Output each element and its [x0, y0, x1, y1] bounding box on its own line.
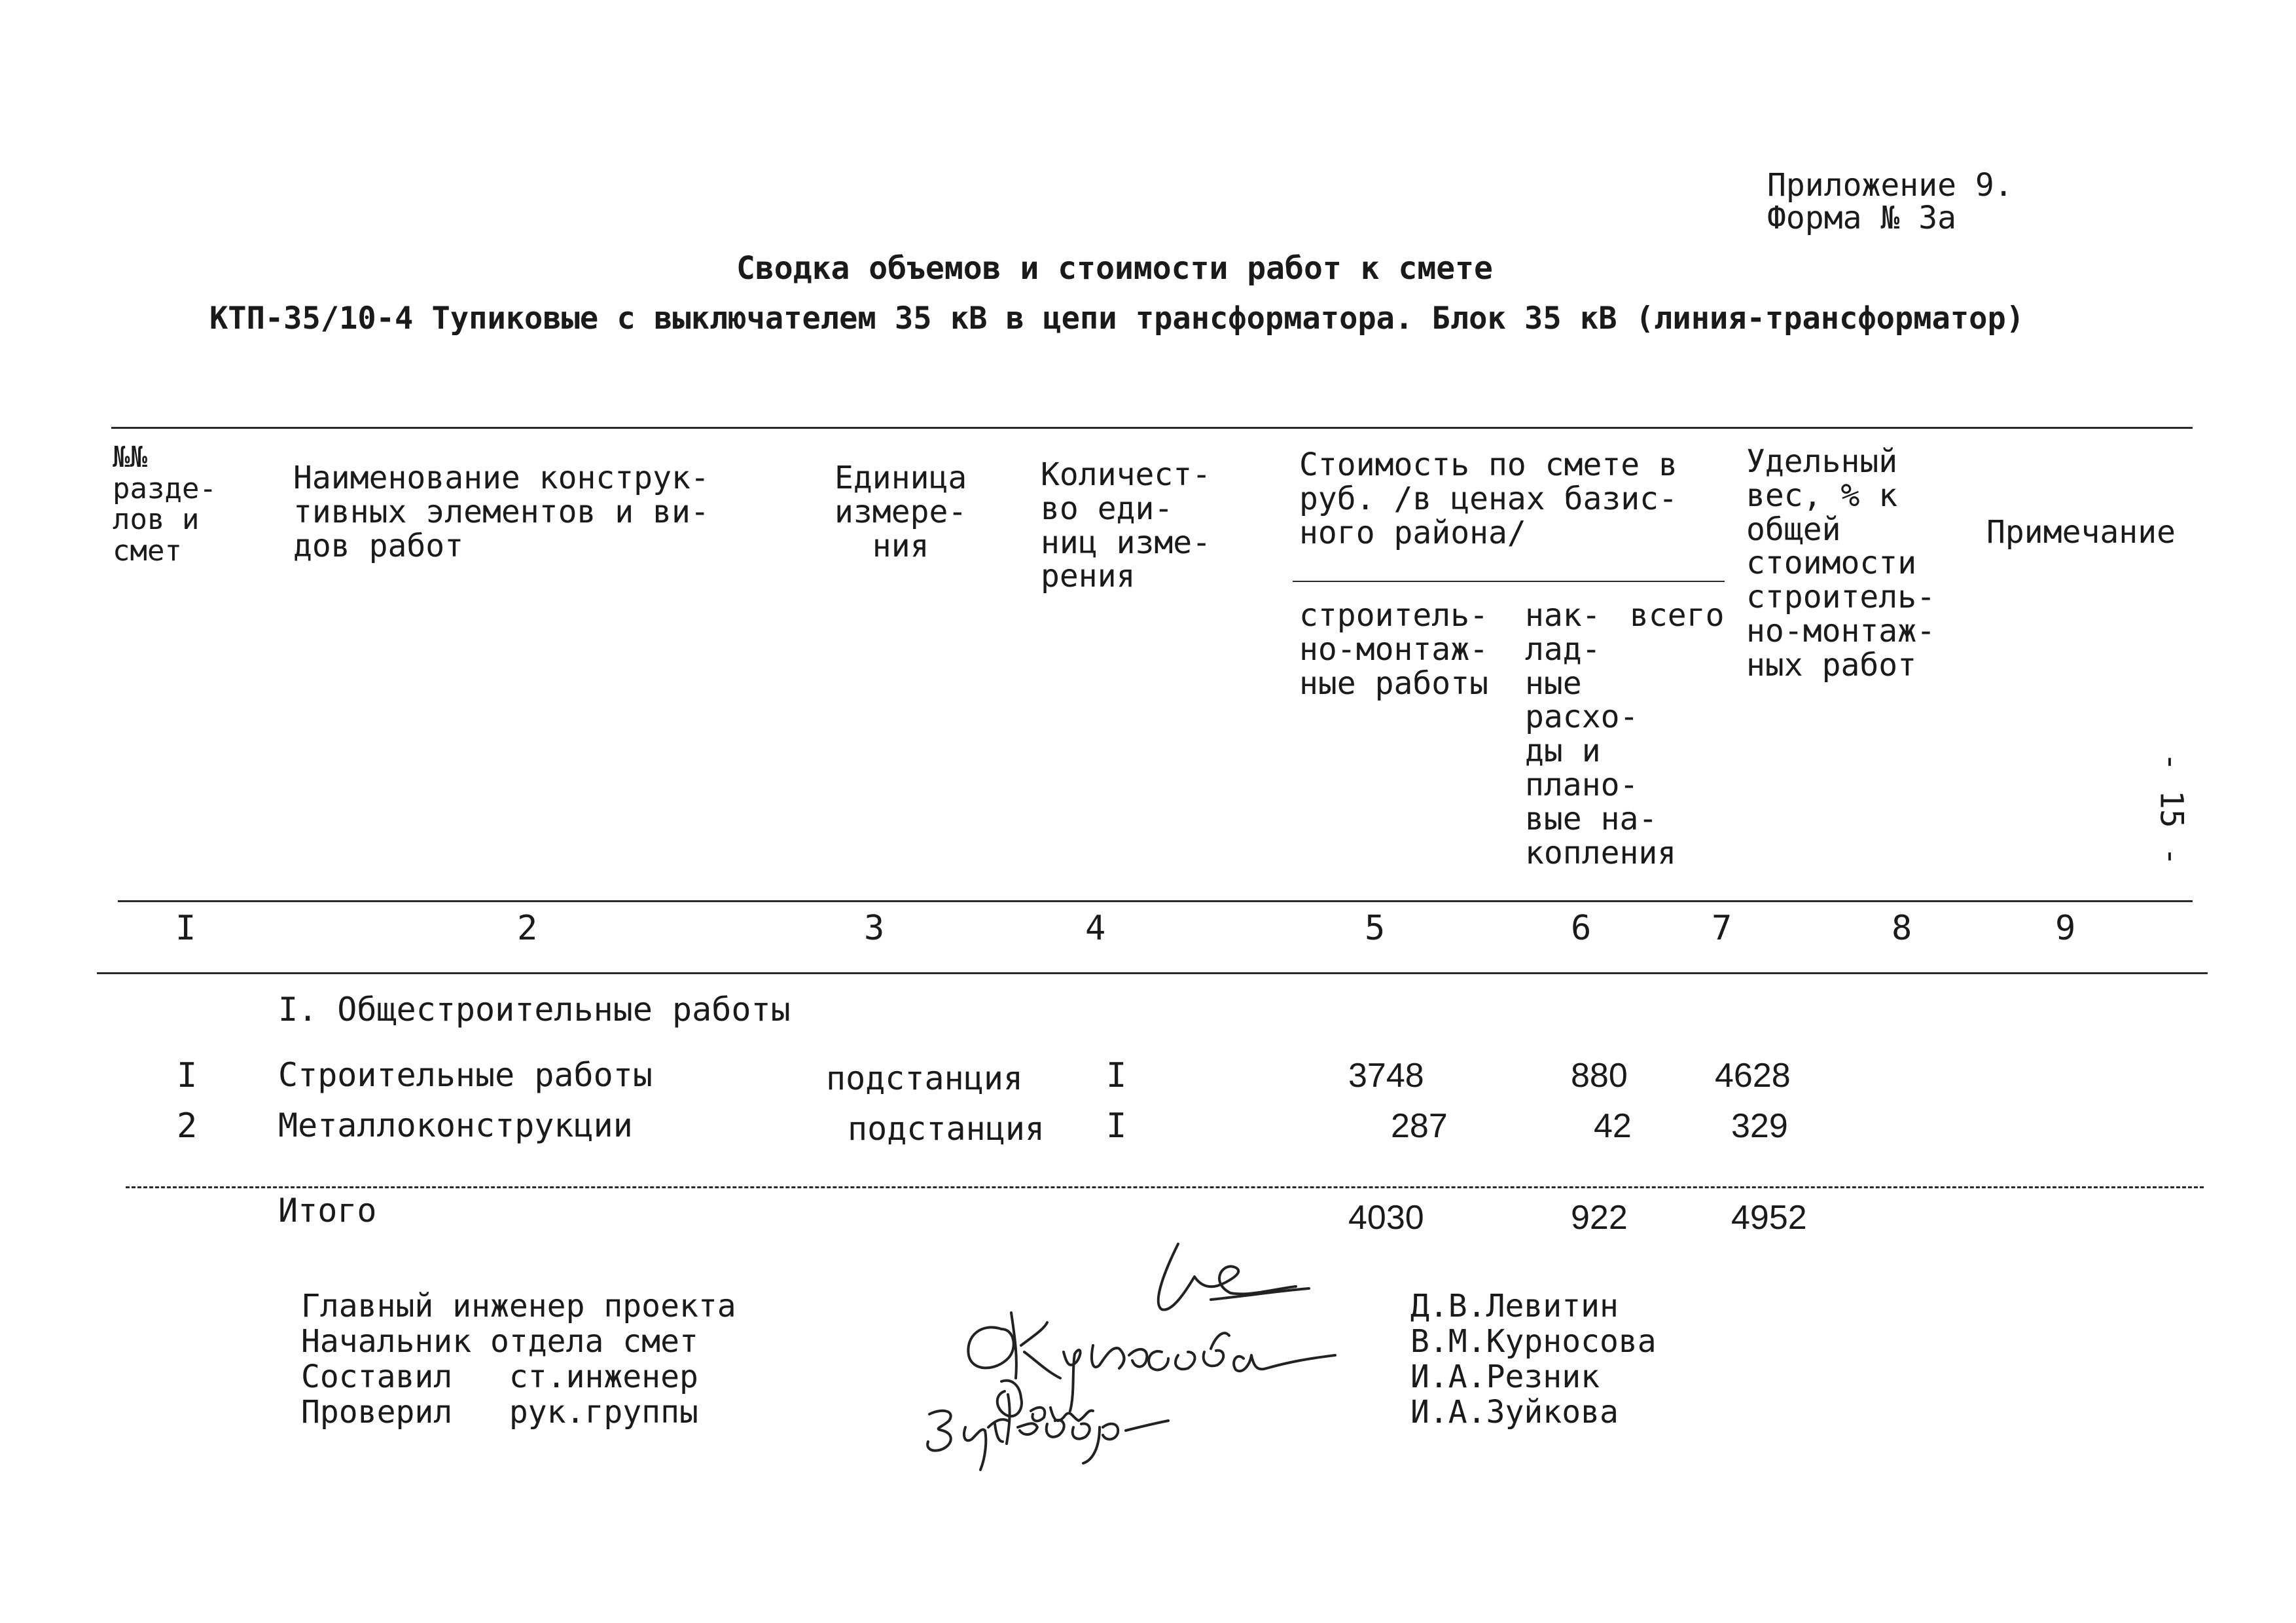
- row-quantity: I: [1106, 1056, 1127, 1095]
- row-name: Строительные работы: [278, 1056, 653, 1094]
- row-name: Металлоконструкции: [278, 1106, 633, 1144]
- column-number-2: 2: [517, 909, 538, 948]
- header-element-name: Наименование конструк- тивных элементов и ви- дов работ: [293, 460, 709, 564]
- header-bottom-rule: [118, 900, 2193, 902]
- header-total: всего: [1630, 597, 1725, 634]
- header-section-number: №№ разде- лов и смет: [113, 441, 217, 568]
- totals-rule: [126, 1186, 2204, 1188]
- column-number-1: I: [175, 909, 196, 948]
- column-number-9: 9: [2055, 909, 2076, 948]
- header-overhead: нак- лад- ные расхо- ды и плано- вые на- копления: [1525, 597, 1677, 871]
- row-unit: подстанция: [848, 1110, 1045, 1148]
- row-overhead: 42: [1594, 1107, 1632, 1145]
- column-number-5: 5: [1365, 909, 1386, 948]
- totals-label: Итого: [278, 1192, 377, 1230]
- row-unit: подстанция: [826, 1059, 1024, 1097]
- signatory-role: Составил ст.инженер: [301, 1359, 698, 1395]
- document-title: Сводка объемов и стоимости работ к смете: [736, 250, 1493, 287]
- signatory-role: Начальник отдела смет: [301, 1323, 698, 1360]
- page-number: - 15 -: [2153, 752, 2190, 866]
- column-number-7: 7: [1712, 909, 1732, 948]
- table-top-rule: [111, 427, 2193, 429]
- handwritten-signatures: [903, 1231, 1414, 1473]
- header-cost-group: Стоимость по смете в руб. /в ценах базис- ного района/: [1299, 447, 1677, 551]
- section-title: I. Общестроительные работы: [278, 991, 791, 1029]
- row-total: 4628: [1715, 1057, 1791, 1095]
- column-number-4: 4: [1085, 909, 1106, 948]
- signatory-role: Проверил рук.группы: [301, 1394, 698, 1431]
- row-total: 329: [1731, 1107, 1788, 1145]
- header-share: Удельный вес, % к общей стоимости строитель- но-монтаж- ных работ: [1746, 443, 1935, 684]
- row-overhead: 880: [1571, 1057, 1628, 1095]
- signatory-name: И.А.Резник: [1410, 1359, 1600, 1395]
- row-number: 2: [177, 1106, 198, 1146]
- row-construction-cost: 3748: [1348, 1057, 1424, 1095]
- column-number-6: 6: [1571, 909, 1592, 948]
- form-label: Форма № 3а: [1767, 200, 1956, 236]
- header-construction-works: строитель- но-монтаж- ные работы: [1299, 597, 1488, 702]
- column-number-8: 8: [1892, 909, 1912, 948]
- header-note: Примечание: [1986, 514, 2176, 551]
- appendix-label: Приложение 9.: [1767, 167, 2013, 204]
- signatory-name: И.А.Зуйкова: [1410, 1394, 1619, 1431]
- column-number-3: 3: [864, 909, 885, 948]
- header-quantity: Количест- во еди- ниц изме- рения: [1041, 456, 1211, 595]
- row-construction-cost: 287: [1391, 1107, 1448, 1145]
- totals-overhead: 922: [1571, 1199, 1628, 1237]
- signatory-name: В.М.Курносова: [1410, 1323, 1657, 1360]
- column-numbers-rule: [97, 972, 2208, 974]
- totals-total: 4952: [1731, 1199, 1807, 1237]
- signatory-role: Главный инженер проекта: [301, 1288, 736, 1324]
- signatory-name: Д.В.Левитин: [1410, 1288, 1619, 1324]
- cost-group-rule: [1293, 581, 1725, 582]
- row-quantity: I: [1106, 1106, 1127, 1146]
- totals-construction-cost: 4030: [1348, 1199, 1424, 1237]
- row-number: I: [177, 1056, 198, 1095]
- header-unit: Единица измере- ния: [834, 460, 967, 564]
- document-subtitle: КТП-35/10-4 Тупиковые с выключателем 35 кВ в цепи трансформатора. Блок 35 кВ (линия-трансформатор): [209, 301, 2025, 337]
